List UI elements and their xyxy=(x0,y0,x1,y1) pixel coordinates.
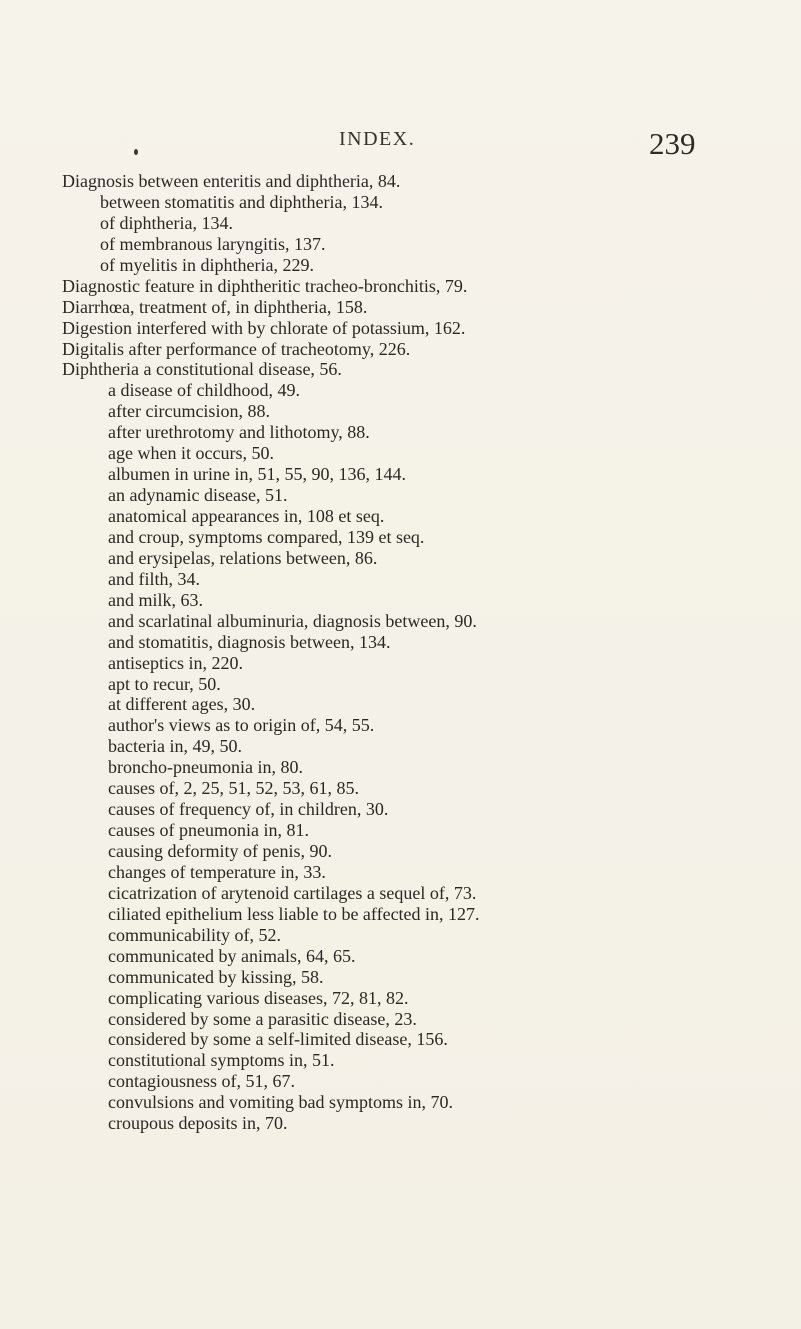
index-subentry: causes of, 2, 25, 51, 52, 53, 61, 85. xyxy=(108,778,359,799)
index-subentry: considered by some a self-limited disease, 156. xyxy=(108,1029,448,1050)
index-entry: Diphtheria a constitutional disease, 56. xyxy=(62,359,342,380)
index-subentry: causes of frequency of, in children, 30. xyxy=(108,799,389,820)
index-subentry: albumen in urine in, 51, 55, 90, 136, 144. xyxy=(108,464,406,485)
index-entry: Digitalis after performance of tracheotomy, 226. xyxy=(62,338,411,359)
index-entry: Digestion interfered with by chlorate of potassium, 162. xyxy=(62,317,466,338)
index-subentry: of membranous laryngitis, 137. xyxy=(100,233,326,254)
index-subentry: complicating various diseases, 72, 81, 82. xyxy=(108,987,409,1008)
index-subentry: bacteria in, 49, 50. xyxy=(108,736,242,757)
index-subentry: considered by some a parasitic disease, 23. xyxy=(108,1008,417,1029)
index-subentry: and stomatitis, diagnosis between, 134. xyxy=(108,631,391,652)
index-subentry: and erysipelas, relations between, 86. xyxy=(108,547,378,568)
index-subentry: of myelitis in diphtheria, 229. xyxy=(100,254,314,275)
index-entry: Diagnosis between enteritis and diphtheria, 84. xyxy=(62,171,401,191)
index-subentry: between stomatitis and diphtheria, 134. xyxy=(100,191,383,212)
index-subentry: communicated by kissing, 58. xyxy=(108,966,324,987)
index-subentry: causing deformity of penis, 90. xyxy=(108,841,332,861)
index-subentry: broncho-pneumonia in, 80. xyxy=(108,757,303,778)
page-header xyxy=(0,128,801,164)
index-subentry: author's views as to origin of, 54, 55. xyxy=(108,715,375,736)
ink-speck xyxy=(134,149,138,155)
index-subentry: after urethrotomy and lithotomy, 88. xyxy=(108,422,370,443)
index-subentry: and scarlatinal albuminuria, diagnosis between, 90. xyxy=(108,610,477,631)
index-subentry: communicated by animals, 64, 65. xyxy=(108,945,356,966)
index-entry: Diagnostic feature in diphtheritic tracheo-bronchitis, 79. xyxy=(62,275,468,296)
index-subentry: constitutional symptoms in, 51. xyxy=(108,1050,335,1071)
index-entries xyxy=(62,171,782,1134)
index-subentry: apt to recur, 50. xyxy=(108,673,221,694)
page-number: 239 xyxy=(649,126,696,161)
index-subentry: convulsions and vomiting bad symptoms in, 70. xyxy=(108,1092,453,1113)
index-entry: Diarrhœa, treatment of, in diphtheria, 158. xyxy=(62,296,368,317)
index-subentry: after circumcision, 88. xyxy=(108,401,270,422)
index-subentry: communicability of, 52. xyxy=(108,924,281,945)
index-subentry: and croup, symptoms compared, 139 et seq. xyxy=(108,526,425,547)
index-subentry: and milk, 63. xyxy=(108,589,203,610)
index-subentry: croupous deposits in, 70. xyxy=(108,1113,288,1134)
index-subentry: changes of temperature in, 33. xyxy=(108,861,326,882)
index-subentry: causes of pneumonia in, 81. xyxy=(108,820,309,841)
index-subentry: antiseptics in, 220. xyxy=(108,652,243,673)
index-subentry: contagiousness of, 51, 67. xyxy=(108,1071,295,1092)
index-subentry: an adynamic disease, 51. xyxy=(108,485,288,506)
index-subentry: at different ages, 30. xyxy=(108,694,256,715)
index-subentry: ciliated epithelium less liable to be affected in, 127. xyxy=(108,903,480,924)
index-subentry: of diphtheria, 134. xyxy=(100,212,233,233)
index-subentry: anatomical appearances in, 108 et seq. xyxy=(108,506,385,526)
index-subentry: cicatrization of arytenoid cartilages a sequel of, 73. xyxy=(108,882,477,903)
index-subentry: a disease of childhood, 49. xyxy=(108,380,300,401)
index-subentry: age when it occurs, 50. xyxy=(108,443,274,464)
index-subentry: and filth, 34. xyxy=(108,568,200,589)
running-header: INDEX. xyxy=(339,128,416,150)
